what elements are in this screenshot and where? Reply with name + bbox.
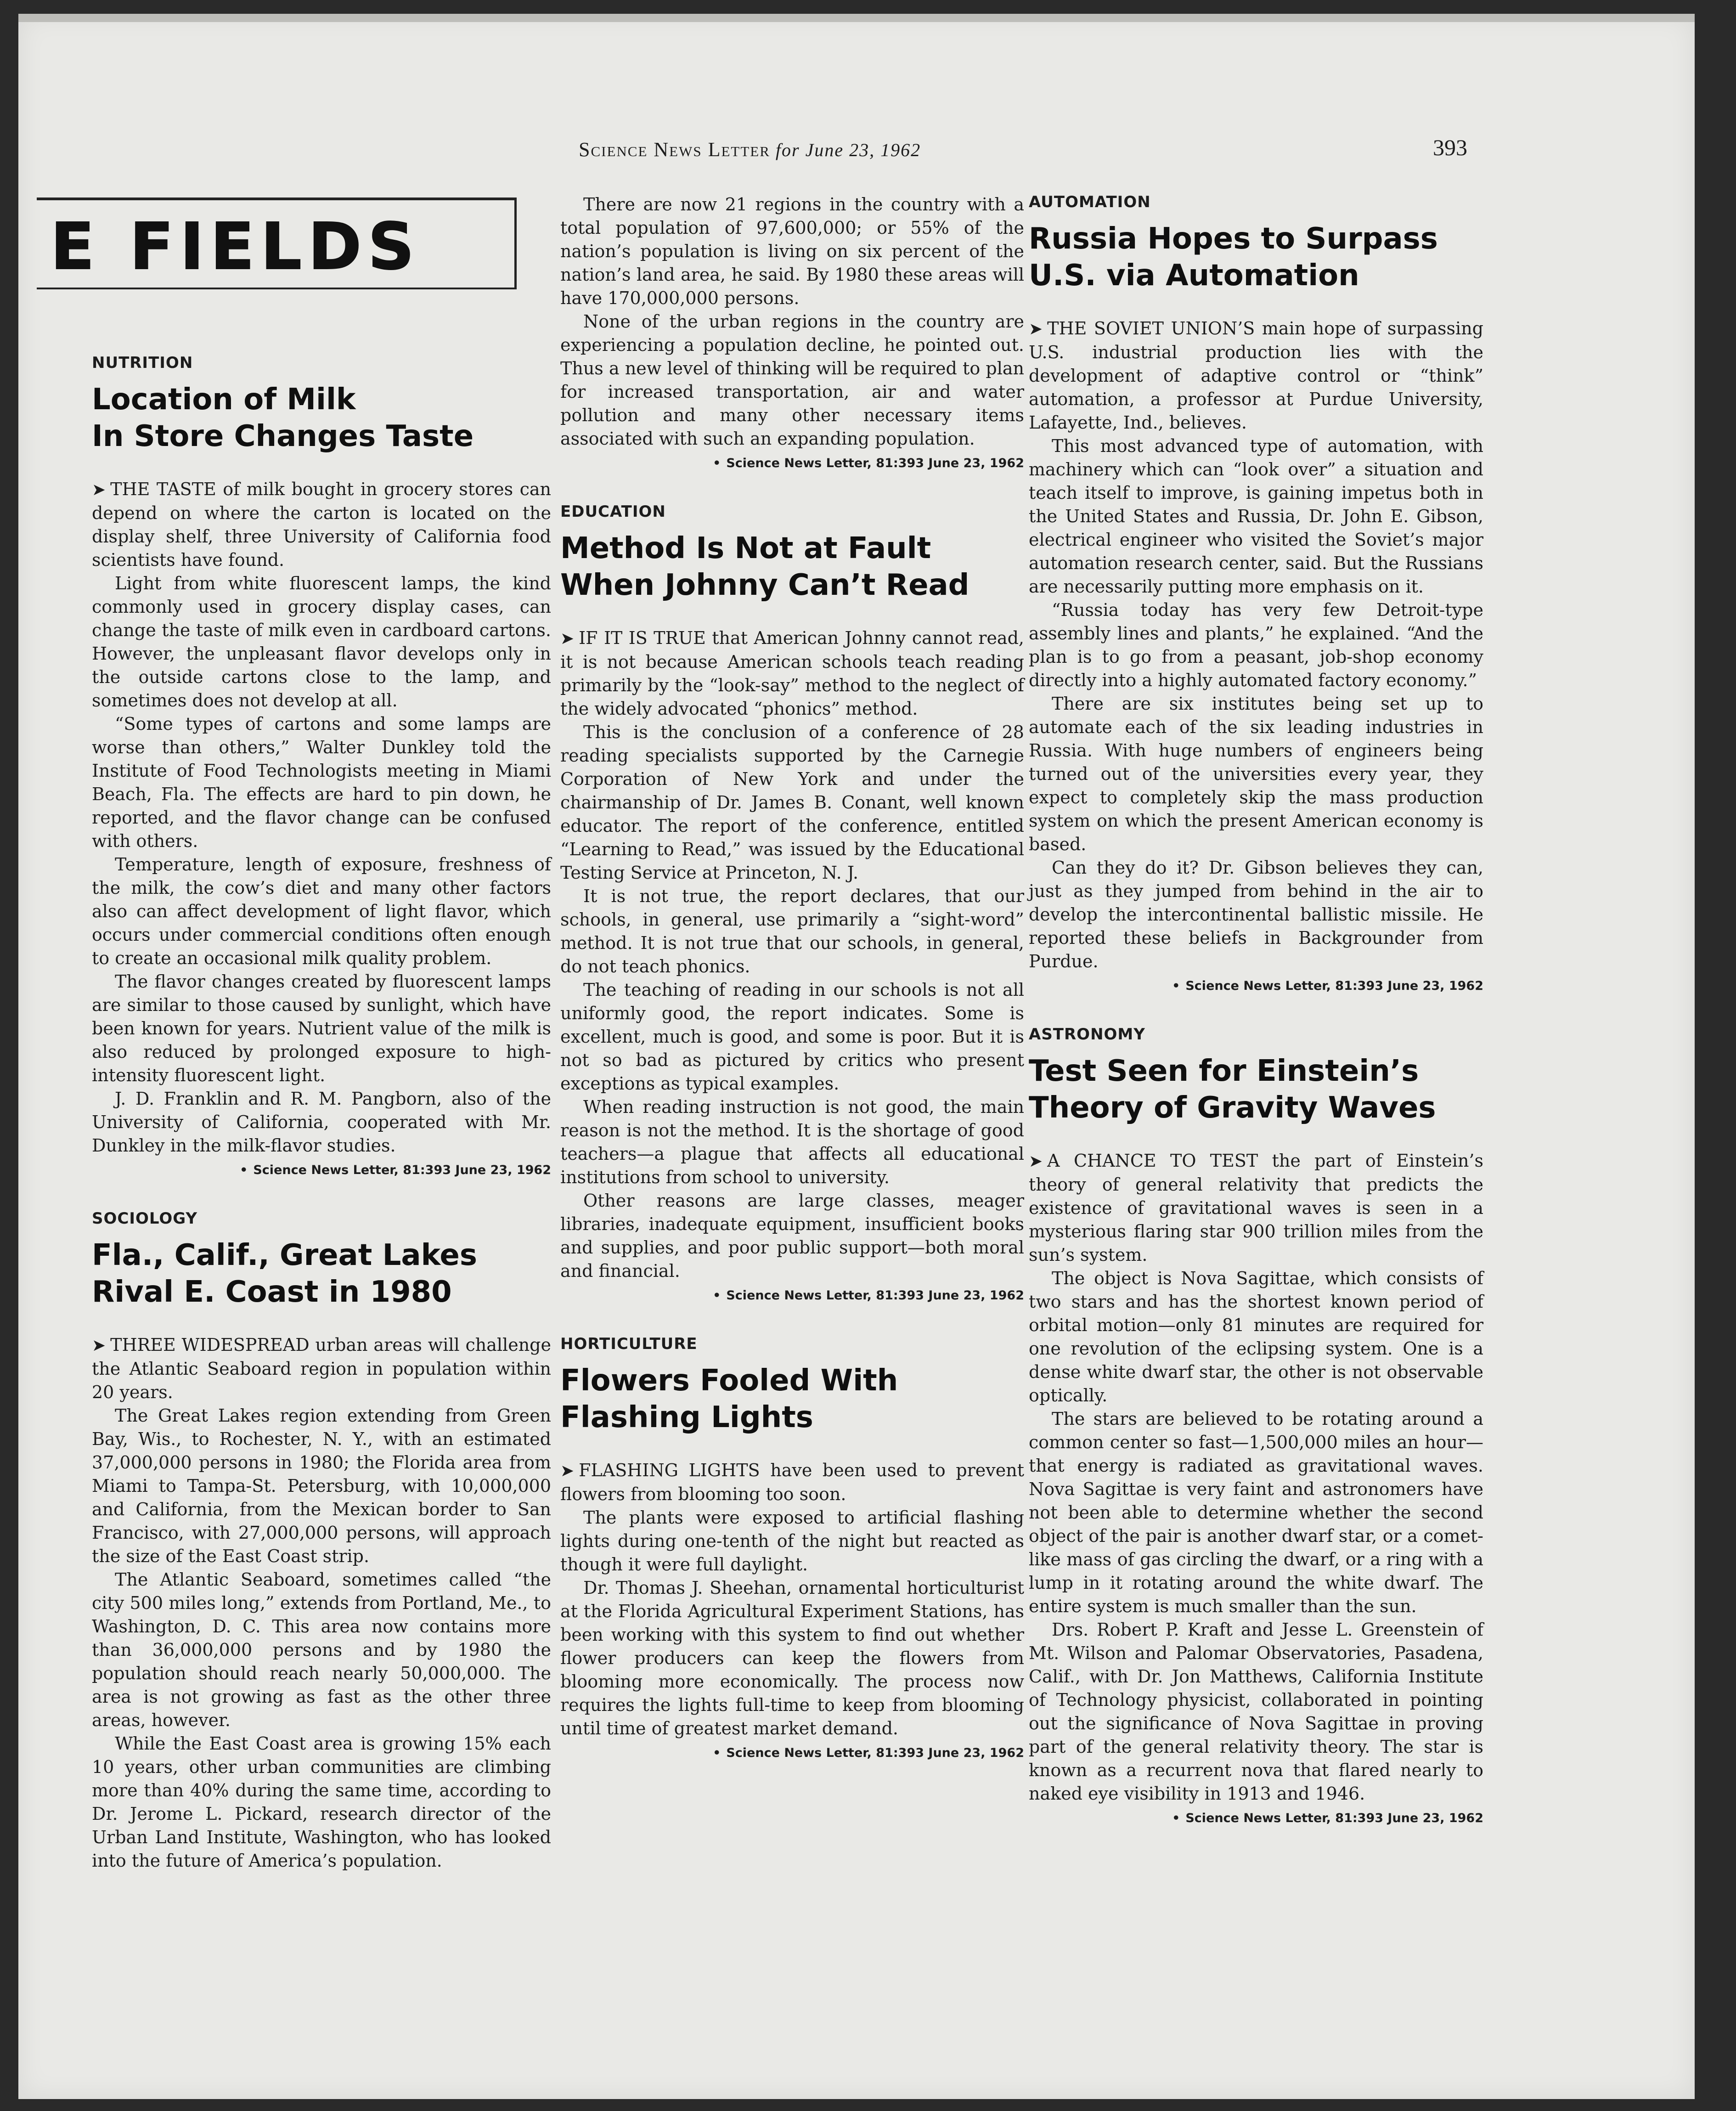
- paragraph: The Atlantic Seaboard, sometimes called “the city 500 miles long,” extends from Portland, Me., to Washington, D. C. This area now contains more than 36,000,000 persons and by 1980 the population should reach nearly 50,000,000. The area is not growing as fast as the other three areas, however.: [92, 1569, 551, 1730]
- headline-line: Location of Milk: [92, 383, 356, 417]
- paragraph: “Some types of cartons and some lamps are worse than others,” Walter Dunkley told the Institute of Food Technologists meeting in Miami Beach, Fla. The effects are hard to pin down, he reported, and the flavor change can be confused with others.: [92, 714, 551, 851]
- article-headline: [92, 381, 551, 455]
- article-body: [560, 1459, 1024, 1740]
- paragraph: The flavor changes created by fluorescent lamps are similar to those caused by sunlight, which have been known for years. Nutrient value of the milk is also reduced by prolonged exposure to high-intensity fluorescent light.: [92, 971, 551, 1085]
- paragraph: Drs. Robert P. Kraft and Jesse L. Greenstein of Mt. Wilson and Palomar Observatories, Pasadena, Calif., with Dr. Jon Matthews, California Institute of Technology physicist, collaborated in pointing out the significance of Nova Sagittae in proving part of the general relativity theory. The star is known as a recurrent nova that flared nearly to naked eye visibility in 1913 and 1946.: [1029, 1620, 1483, 1804]
- running-head: [579, 138, 921, 161]
- paragraph-text: THREE WIDESPREAD urban areas will challenge the Atlantic Seaboard region in population within 20 years.: [92, 1335, 551, 1402]
- headline-line: When Johnny Can’t Read: [560, 568, 969, 602]
- page-number: 393: [1433, 135, 1467, 160]
- paragraph: None of the urban regions in the country are experiencing a population decline, he pointed out. Thus a new level of thinking will be required to plan for increased transportation, air and water pollution and many other necessary items associated with such an expanding population.: [560, 311, 1024, 449]
- paragraph: [1029, 1149, 1483, 1267]
- paragraph: This is the conclusion of a conference of 28 reading specialists supported by the Carnegie Corporation of New York and under the chairmanship of Dr. James B. Conant, well known educator. The report of the conference, entitled “Learning to Read,” was issued by the Educational Testing Service at Princeton, N. J.: [560, 722, 1024, 883]
- page-top-edge: [18, 14, 1695, 22]
- paragraph: The teaching of reading in our schools is not all uniformly good, the report indicates. Some is excellent, much is good, and some is poor. But it is not so bad as pictured by critics who present exceptions as typical examples.: [560, 980, 1024, 1094]
- headline-line: Russia Hopes to Surpass: [1029, 222, 1438, 256]
- article-credit: [1029, 979, 1483, 993]
- arrow-icon: ➤: [92, 480, 106, 499]
- section-label: AUTOMATION: [1029, 193, 1151, 211]
- paragraph: [92, 478, 551, 572]
- headline-line: Test Seen for Einstein’s: [1029, 1054, 1419, 1088]
- article-horticulture: [560, 1335, 1024, 1760]
- bullet-icon: •: [713, 456, 721, 470]
- headline-line: Flowers Fooled With: [560, 1364, 898, 1398]
- publication-name: Science News Letter: [579, 138, 770, 161]
- paragraph: “Russia today has very few Detroit-type assembly lines and plants,” he explained. “And the plan is to go from a peasant, job-shop economy directly into a highly automated factory economy.”: [1029, 600, 1483, 690]
- article-headline: [560, 1362, 1024, 1436]
- article-body: [92, 478, 551, 1157]
- paragraph: Dr. Thomas J. Sheehan, ornamental horticulturist at the Florida Agricultural Experiment Stations, has been working with this system to find out whether flower producers can keep the flowers from blooming more economically. The process now requires the lights full-time to keep from blooming until time of greatest market demand.: [560, 1578, 1024, 1738]
- paragraph: While the East Coast area is growing 15% each 10 years, other urban communities are climbing more than 40% during the same time, according to Dr. Jerome L. Pickard, research director of the Urban Land Institute, Washington, who has looked into the future of America’s population.: [92, 1733, 551, 1871]
- article-body: [560, 627, 1024, 1283]
- headline-line: Theory of Gravity Waves: [1029, 1091, 1436, 1125]
- paragraph: The Great Lakes region extending from Green Bay, Wis., to Rochester, N. Y., with an estimated 37,000,000 persons in 1980; the Florida area from Miami to Tampa-St. Petersburg, with 10,000,000 and California, from the Mexican border to San Francisco, with 27,000,000 persons, will approach the size of the East Coast strip.: [92, 1405, 551, 1566]
- paragraph: [560, 627, 1024, 721]
- credit-text: Science News Letter, 81:393 June 23, 1962: [726, 1746, 1024, 1760]
- article-credit: [1029, 1811, 1483, 1825]
- article-education: [560, 502, 1024, 1303]
- paragraph: Other reasons are large classes, meager libraries, inadequate equipment, insufficient books and supplies, and poor public support—both moral and financial.: [560, 1191, 1024, 1281]
- paragraph: There are now 21 regions in the country with a total population of 97,600,000; or 55% of the nation’s population is living on six percent of the nation’s land area, he said. By 1980 these areas will have 170,000,000 persons.: [560, 194, 1024, 308]
- bullet-icon: •: [1172, 1811, 1180, 1825]
- section-label: EDUCATION: [560, 502, 666, 521]
- bullet-icon: •: [240, 1163, 248, 1177]
- article-credit: [560, 1746, 1024, 1760]
- paragraph-text: THE TASTE of milk bought in grocery stores can depend on where the carton is located on the display shelf, three University of California food scientists have found.: [92, 479, 551, 570]
- section-label: HORTICULTURE: [560, 1335, 698, 1353]
- headline-line: Fla., Calif., Great Lakes: [92, 1238, 477, 1272]
- arrow-icon: ➤: [1029, 1152, 1043, 1171]
- bullet-icon: •: [1172, 979, 1180, 993]
- paragraph: Temperature, length of exposure, freshness of the milk, the cow’s diet and many other factors also can affect development of light flavor, which occurs under commercial conditions often enough to create an occasional milk quality problem.: [92, 854, 551, 968]
- article-astronomy: [1029, 1025, 1483, 1825]
- issue-date: for June 23, 1962: [775, 140, 921, 160]
- paragraph: When reading instruction is not good, the main reason is not the method. It is the shortage of good teachers—a plague that affects all educational institutions from school to university.: [560, 1097, 1024, 1187]
- section-label: SOCIOLOGY: [92, 1209, 198, 1228]
- paragraph: The object is Nova Sagittae, which consists of two stars and has the shortest known period of orbital motion—only 81 minutes are required for one revolution of the eclipsing system. One is a dense white dwarf star, the other is not observable optically.: [1029, 1268, 1483, 1405]
- paragraph: Light from white fluorescent lamps, the kind commonly used in grocery display cases, can change the taste of milk even in cardboard cartons. However, the unpleasant flavor develops only in the outside cartons close to the lamp, and sometimes does not develop at all.: [92, 573, 551, 711]
- credit-text: Science News Letter, 81:393 June 23, 1962: [726, 1288, 1024, 1303]
- article-credit: [560, 1288, 1024, 1303]
- paragraph-text: FLASHING LIGHTS have been used to prevent flowers from blooming too soon.: [560, 1460, 1024, 1504]
- article-headline: [1029, 1053, 1483, 1126]
- article-sociology: [92, 1209, 551, 1873]
- arrow-icon: ➤: [560, 1462, 575, 1480]
- article-sociology-continued: [560, 193, 1024, 470]
- paragraph: [1029, 317, 1483, 435]
- paragraph-text: IF IT IS TRUE that American Johnny cannot read, it is not because American schools teach reading primarily by the “look-say” method to the neglect of the widely advocated “phonics” method.: [560, 628, 1024, 719]
- article-credit: [92, 1163, 551, 1177]
- article-headline: [560, 530, 1024, 604]
- bullet-icon: •: [713, 1746, 721, 1760]
- article-body: [92, 1333, 551, 1873]
- article-body: [1029, 1149, 1483, 1806]
- section-label: ASTRONOMY: [1029, 1025, 1145, 1044]
- article-body: [560, 193, 1024, 451]
- paragraph: There are six institutes being set up to automate each of the six leading industries in Russia. With huge numbers of engineers being turned out of the universities every year, they expect to completely skip the mass production system on which the present American economy is based.: [1029, 694, 1483, 854]
- headline-line: Flashing Lights: [560, 1400, 813, 1434]
- paragraph: J. D. Franklin and R. M. Pangborn, also of the University of California, cooperated with Mr. Dunkley in the milk-flavor studies.: [92, 1089, 551, 1156]
- paragraph: Can they do it? Dr. Gibson believes they can, just as they jumped from behind in the air to develop the intercontinental ballistic missile. He reported these beliefs in Backgrounder from Purdue.: [1029, 858, 1483, 971]
- arrow-icon: ➤: [1029, 320, 1043, 339]
- headline-line: Method Is Not at Fault: [560, 531, 931, 565]
- article-headline: [1029, 220, 1483, 294]
- arrow-icon: ➤: [560, 629, 575, 648]
- masthead-text: E FIELDS: [51, 209, 421, 284]
- article-body: [1029, 317, 1483, 973]
- paragraph: The plants were exposed to artificial flashing lights during one-tenth of the night but reacted as though it were full daylight.: [560, 1507, 1024, 1575]
- headline-line: U.S. via Automation: [1029, 259, 1359, 293]
- paragraph: It is not true, the report declares, that our schools, in general, use primarily a “sight-word” method. It is not true that our schools, in general, do not teach phonics.: [560, 886, 1024, 976]
- column-3: [1029, 193, 1483, 1857]
- credit-text: Science News Letter, 81:393 June 23, 1962: [1185, 1811, 1483, 1825]
- magazine-page: [18, 14, 1695, 2099]
- paragraph: [92, 1333, 551, 1404]
- bullet-icon: •: [713, 1288, 721, 1303]
- headline-line: In Store Changes Taste: [92, 419, 474, 453]
- article-nutrition: [92, 354, 551, 1177]
- paragraph-text: A CHANCE TO TEST the part of Einstein’s theory of general relativity that predicts the existence of gravitational waves is seen in a mysterious flaring star 900 trillion miles from the sun’s system.: [1029, 1151, 1483, 1265]
- column-1: [92, 354, 551, 1905]
- masthead-banner: [37, 198, 517, 289]
- paragraph: [560, 1459, 1024, 1506]
- article-credit: [560, 456, 1024, 470]
- credit-text: Science News Letter, 81:393 June 23, 1962: [726, 456, 1024, 470]
- headline-line: Rival E. Coast in 1980: [92, 1275, 452, 1309]
- column-2: [560, 193, 1024, 1792]
- section-label: NUTRITION: [92, 354, 193, 372]
- credit-text: Science News Letter, 81:393 June 23, 1962: [253, 1163, 551, 1177]
- paragraph: The stars are believed to be rotating around a common center so fast—1,500,000 miles an hour—that energy is radiated as gravitational waves. Nova Sagittae is very faint and astronomers have not been able to determine whether the second object of the pair is another dwarf star, or a comet-like mass of gas circling the dwarf, or a ring with a lump in it rotating around the white dwarf. The entire system is much smaller than the sun.: [1029, 1409, 1483, 1616]
- credit-text: Science News Letter, 81:393 June 23, 1962: [1185, 979, 1483, 993]
- article-headline: [92, 1237, 551, 1310]
- arrow-icon: ➤: [92, 1336, 106, 1355]
- paragraph: This most advanced type of automation, with machinery which can “look over” a situation and teach itself to improve, is gaining impetus both in the United States and Russia, Dr. John E. Gibson, electrical engineer who visited the Soviet’s major automation research center, said. But the Russians are necessarily putting more emphasis on it.: [1029, 436, 1483, 597]
- article-automation: [1029, 193, 1483, 993]
- paragraph-text: THE SOVIET UNION’S main hope of surpassing U.S. industrial production lies with the development of adaptive control or “think” automation, a professor at Purdue University, Lafayette, Ind., believes.: [1029, 318, 1483, 433]
